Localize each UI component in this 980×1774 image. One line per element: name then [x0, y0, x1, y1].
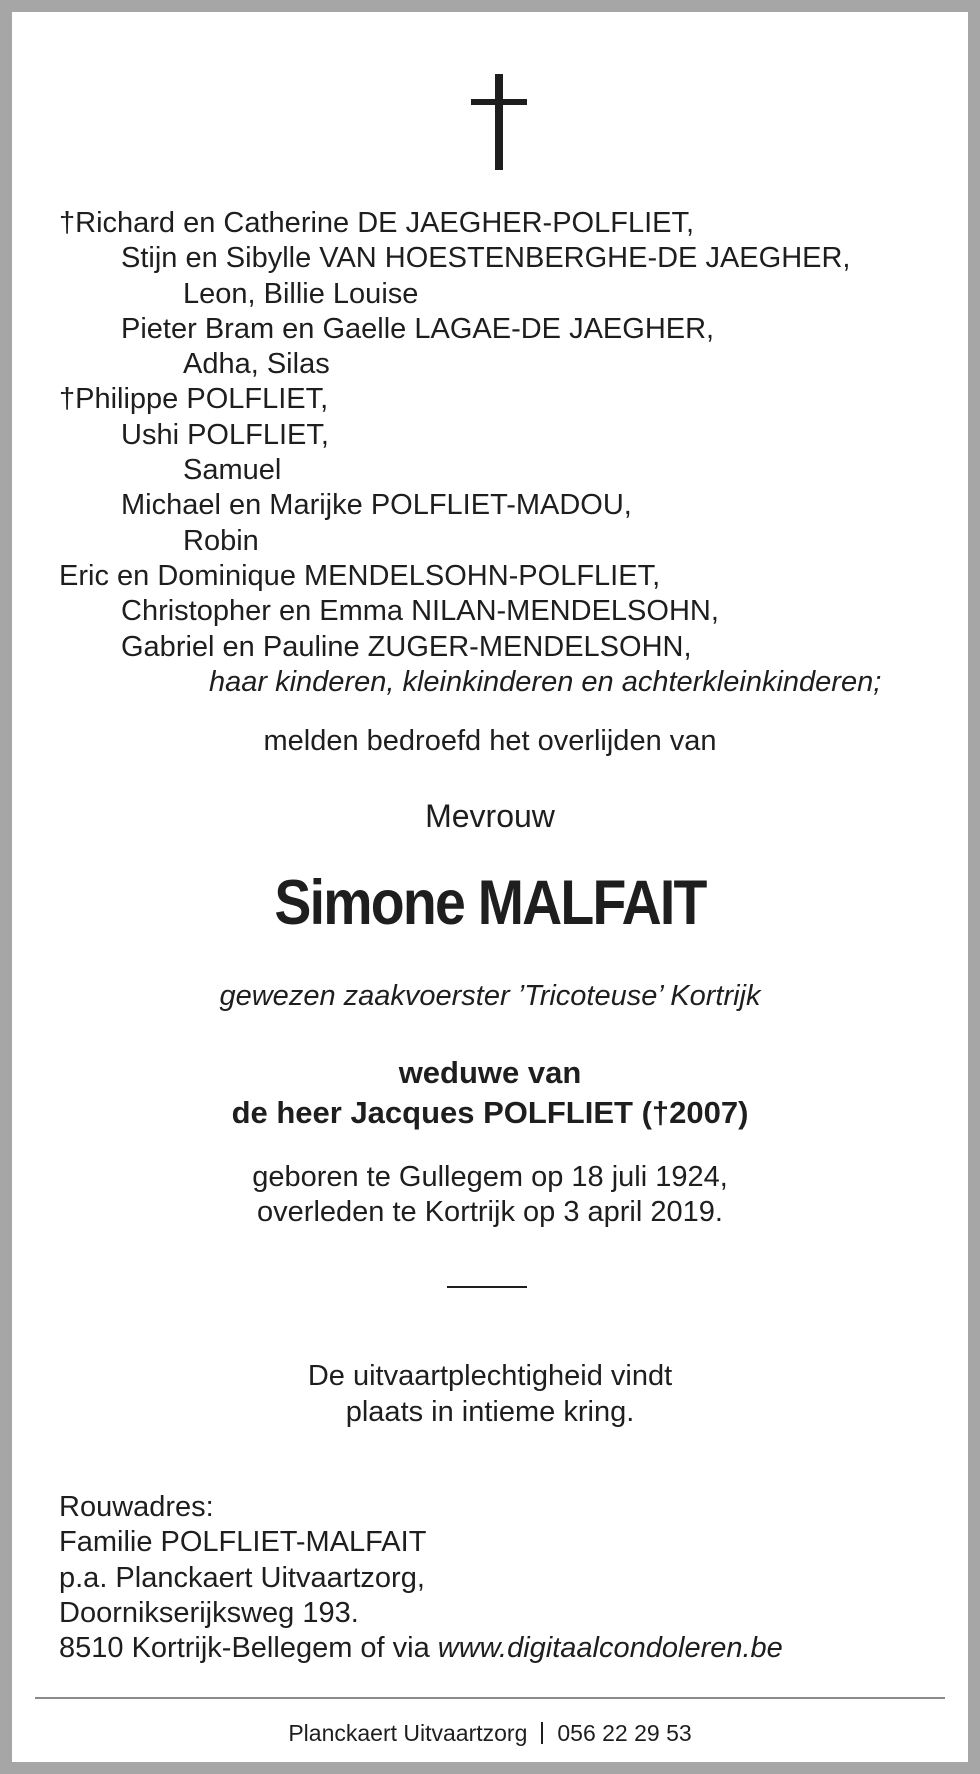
family-line: Christopher en Emma NILAN-MENDELSOHN, [121, 595, 719, 628]
family-relation-line: haar kinderen, kleinkinderen en achterkleinkinderen; [209, 665, 882, 698]
died-text: overleden te Kortrijk op 3 april 2019. [257, 1196, 723, 1228]
family-line: Eric en Dominique MENDELSOHN-POLFLIET, [59, 559, 661, 592]
footer [12, 1720, 968, 1747]
family-line: †Richard en Catherine DE JAEGHER-POLFLIET, [59, 207, 695, 239]
family-line: Ushi POLFLIET, [121, 418, 329, 451]
address-line: Doornikserijksweg 193. [59, 1596, 359, 1629]
family-line: Stijn en Sibylle VAN HOESTENBERGHE-DE JAEGHER, [121, 242, 851, 275]
footer-company: Planckaert Uitvaartzorg [288, 1720, 528, 1746]
ceremony-line-1: De uitvaartplechtigheid vindt [307, 1360, 673, 1392]
born-text: geboren te Gullegem op 18 juli 1924, [252, 1161, 728, 1193]
deceased-name: Simone MALFAIT [274, 868, 706, 938]
address-line-with-link [59, 1631, 783, 1666]
dates-block [12, 1160, 968, 1230]
family-line: Michael en Marijke POLFLIET-MADOU, [121, 489, 632, 522]
mourning-address [59, 1490, 783, 1666]
family-line: Robin [183, 524, 259, 557]
address-line: Familie POLFLIET-MALFAIT [59, 1526, 427, 1559]
widow-line-1: weduwe van [398, 1055, 582, 1090]
family-list [12, 206, 968, 700]
widow-block [12, 1053, 968, 1133]
widow-line-2: de heer Jacques POLFLIET (†2007) [231, 1095, 749, 1130]
family-line: Samuel [183, 454, 282, 487]
honorific-title: Mevrouw [425, 798, 555, 834]
condolence-website-link[interactable]: www.digitaalcondoleren.be [437, 1632, 783, 1665]
occupation-text: gewezen zaakvoerster ’Tricoteuse’ Kortrijk [219, 980, 761, 1012]
address-line: p.a. Planckaert Uitvaartzorg, [59, 1561, 425, 1594]
footer-divider [35, 1697, 945, 1699]
ceremony-line-2: plaats in intieme kring. [345, 1396, 635, 1428]
family-line: Pieter Bram en Gaelle LAGAE-DE JAEGHER, [121, 312, 715, 345]
address-heading: Rouwadres: [59, 1491, 214, 1523]
footer-phone: 056 22 29 53 [557, 1720, 692, 1746]
family-line: Gabriel en Pauline ZUGER-MENDELSOHN, [121, 630, 692, 663]
cross-icon [471, 74, 527, 170]
ceremony-block [12, 1358, 968, 1430]
footer-separator [541, 1722, 543, 1744]
family-line: Leon, Billie Louise [183, 277, 419, 310]
family-line: Adha, Silas [183, 348, 330, 381]
announcement-text: melden bedroefd het overlijden van [263, 725, 717, 757]
death-notice-card [12, 12, 968, 1762]
divider-line [447, 1286, 527, 1288]
family-line: †Philippe POLFLIET, [59, 383, 329, 416]
address-prefix: 8510 Kortrijk-Bellegem of via [59, 1632, 438, 1665]
